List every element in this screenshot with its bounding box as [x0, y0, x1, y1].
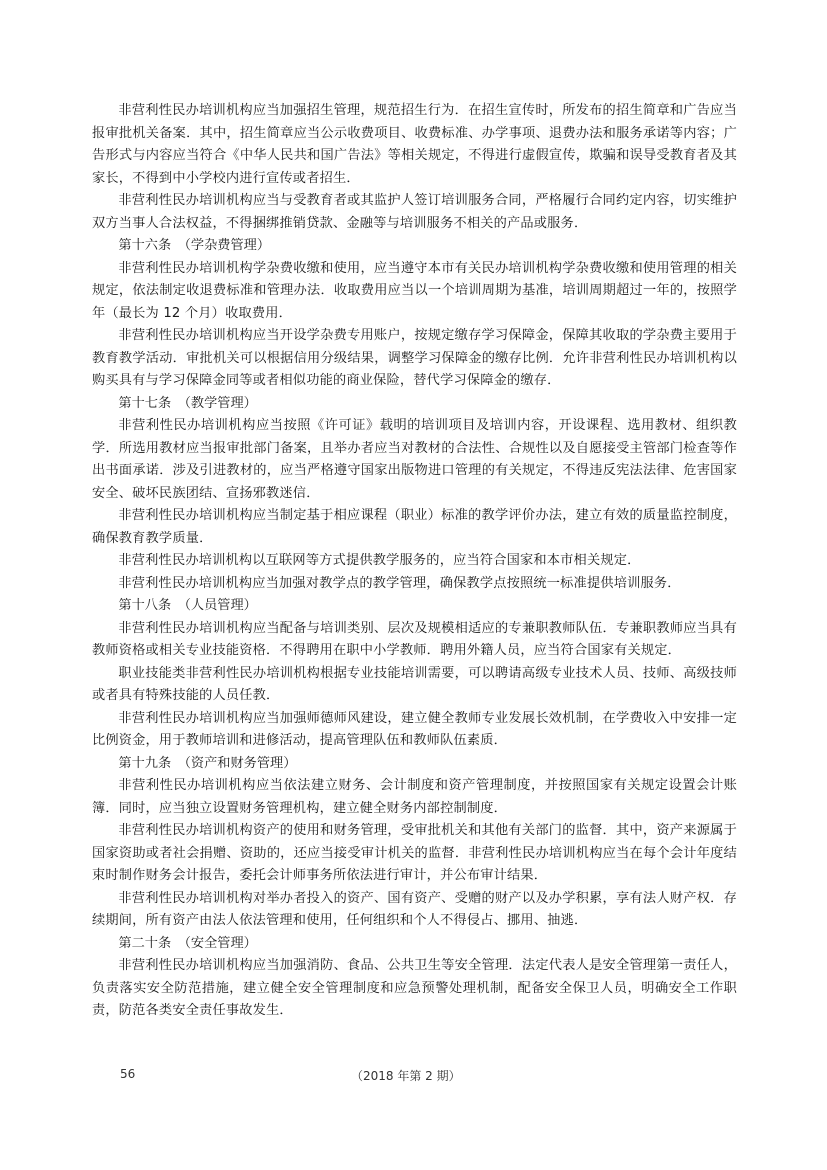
paragraph: 非营利性民办培训机构应当按照《许可证》载明的培训项目及培训内容，开设课程、选用教材、组织教学．所选用教材应当报审批部门备案，且举办者应当对教材的合法性、合规性以及自愿接受主管部门检查等作出书面承诺．涉及引进教材的，应当严格遵守国家出版物进口管理的有关规定，不得违反宪法法律、危害国家安全、破坏民族团结、宣扬邪教迷信． [92, 418, 737, 501]
paragraph: 非营利性民办培训机构应当加强消防、食品、公共卫生等安全管理．法定代表人是安全管理第一责任人，负责落实安全防范措施，建立健全安全管理制度和应急预警处理机制，配备安全保卫人员，明确安全工作职责，防范各类安全责任事故发生． [92, 958, 737, 1018]
article-heading: 第十六条 （学杂费管理） [118, 238, 271, 253]
paragraph: 非营利性民办培训机构应当加强对教学点的教学管理，确保教学点按照统一标准提供培训服务． [118, 575, 681, 591]
paragraph: 非营利性民办培训机构应当加强招生管理，规范招生行为．在招生宣传时，所发布的招生简章和广告应当报审批机关备案．其中，招生简章应当公示收费项目、收费标准、办学事项、退费办法和服务承诺等内容；广告形式与内容应当符合《中华人民共和国广告法》等相关规定，不得进行虚假宣传，欺骗和误导受教育者及其家长，不得到中小学校内进行宣传或者招生． [92, 103, 737, 186]
issue-label: （2018 年第 2 期） [351, 1069, 461, 1083]
paragraph: 非营利性民办培训机构应当配备与培训类别、层次及规模相适应的专兼职教师队伍．专兼职教师应当具有教师资格或相关专业技能资格．不得聘用在职中小学教师．聘用外籍人员，应当符合国家有关规定． [92, 620, 737, 658]
paragraph: 非营利性民办培训机构以互联网等方式提供教学服务的，应当符合国家和本市相关规定． [118, 553, 641, 568]
paragraph: 非营利性民办培训机构应当与受教育者或其监护人签订培训服务合同，严格履行合同约定内容，切实维护双方当事人合法权益，不得捆绑推销贷款、金融等与培训服务不相关的产品或服务． [92, 193, 737, 231]
article-heading: 第二十条 （安全管理） [118, 935, 257, 951]
paragraph: 非营利性民办培训机构应当制定基于相应课程（职业）标准的教学评价办法，建立有效的质量监控制度，确保教育教学质量． [92, 508, 737, 546]
article-heading: 第十七条 （教学管理） [118, 395, 257, 411]
page-number: 56 [120, 1067, 136, 1081]
document-body [92, 100, 737, 1023]
paragraph: 非营利性民办培训机构应当依法建立财务、会计制度和资产管理制度，并按照国家有关规定设置会计账簿．同时，应当独立设置财务管理机构，建立健全财务内部控制制度． [92, 778, 737, 816]
paragraph: 非营利性民办培训机构对举办者投入的资产、国有资产、受赠的财产以及办学积累，享有法人财产权．存续期间，所有资产由法人依法管理和使用，任何组织和个人不得侵占、挪用、抽逃． [92, 890, 737, 928]
paragraph: 职业技能类非营利性民办培训机构根据专业技能培训需要，可以聘请高级专业技术人员、技师、高级技师或者具有特殊技能的人员任教． [92, 665, 737, 703]
paragraph: 非营利性民办培训机构应当加强师德师风建设，建立健全教师专业发展长效机制，在学费收入中安排一定比例资金，用于教师培训和进修活动，提高管理队伍和教师队伍素质． [92, 710, 737, 748]
article-heading: 第十八条 （人员管理） [118, 598, 257, 613]
paragraph: 非营利性民办培训机构学杂费收缴和使用，应当遵守本市有关民办培训机构学杂费收缴和使用管理的相关规定，依法制定收退费标准和管理办法．收取费用应当以一个培训周期为基准，培训周期超过一年的，按照学年（最长为 12 个月）收取费用． [92, 260, 737, 321]
paragraph: 非营利性民办培训机构资产的使用和财务管理，受审批机关和其他有关部门的监督．其中，资产来源属于国家资助或者社会捐赠、资助的，还应当接受审计机关的监督．非营利性民办培训机构应当在每个会计年度结束时制作财务会计报告，委托会计师事务所依法进行审计，并公布审计结果． [92, 823, 737, 883]
article-heading: 第十九条 （资产和财务管理） [118, 755, 297, 771]
paragraph: 非营利性民办培训机构应当开设学杂费专用账户，按规定缴存学习保障金，保障其收取的学杂费主要用于教育教学活动．审批机关可以根据信用分级结果，调整学习保障金的缴存比例．允许非营利性民办培训机构以购买具有与学习保障金同等或者相似功能的商业保险，替代学习保障金的缴存． [92, 328, 737, 388]
